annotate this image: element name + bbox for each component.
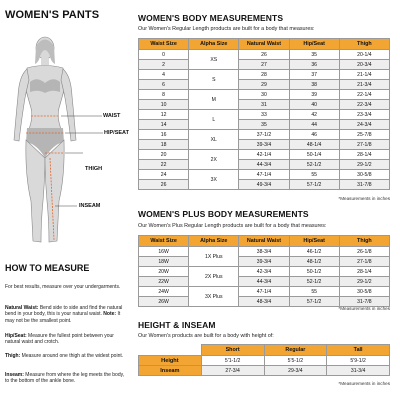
table-cell: 10	[139, 100, 189, 110]
alpha-size-cell: 3X Plus	[189, 287, 239, 307]
table-cell: 29-1/2	[339, 160, 389, 170]
instruction-note: It may not be the smallest point.	[5, 311, 121, 324]
table-cell: 26	[239, 50, 289, 60]
table-cell: 26	[139, 180, 189, 190]
table-cell: 47-1/4	[239, 170, 289, 180]
instruction-term: Thigh:	[5, 353, 21, 359]
table-cell: 57-1/2	[289, 297, 339, 307]
table-cell: 25-7/8	[339, 130, 389, 140]
column-header: Tall	[327, 345, 390, 356]
instruction-text: Measure around one thigh at the widest point.	[20, 353, 124, 359]
table-row	[139, 277, 390, 287]
instruction-text: Bend side to side and find the natural bend in your body, this is your natural waist.	[5, 305, 123, 318]
column-header: Natural Waist	[239, 236, 289, 247]
table-cell: 2	[139, 60, 189, 70]
table-cell: 14	[139, 120, 189, 130]
hip-seat-instruction	[5, 333, 128, 346]
alpha-size-cell: XS	[189, 50, 239, 70]
alpha-size-cell: 2X Plus	[189, 267, 239, 287]
inseam-instruction	[5, 372, 128, 385]
table-cell: 22-1/4	[339, 90, 389, 100]
column-header: Thigh	[339, 39, 389, 50]
table-cell: 24-3/4	[339, 120, 389, 130]
column-header: Alpha Size	[189, 39, 239, 50]
column-header: Hip/Seat	[289, 39, 339, 50]
thigh-instruction	[5, 353, 128, 359]
table-row	[139, 70, 390, 80]
table-cell: 24W	[139, 287, 189, 297]
table-cell: 39-3/4	[239, 140, 289, 150]
plus-measurements-rows	[139, 247, 390, 307]
column-header: Natural Waist	[239, 39, 289, 50]
instruction-text: Measure from where the leg meets the body, to the bottom of the ankle bone.	[5, 372, 125, 385]
table-cell: 44-3/4	[239, 277, 289, 287]
how-to-measure-title: HOW TO MEASURE	[5, 263, 90, 273]
table-row	[139, 160, 390, 170]
body-figure	[5, 36, 130, 251]
table-cell: 16W	[139, 247, 189, 257]
table-row	[139, 140, 390, 150]
table-row	[139, 170, 390, 180]
table-cell: 27	[239, 60, 289, 70]
table-cell: 49-3/4	[239, 180, 289, 190]
table-row	[139, 110, 390, 120]
table-cell: 42	[289, 110, 339, 120]
height-inseam-table	[138, 344, 390, 376]
table-cell: 50-1/4	[289, 150, 339, 160]
table-header-row	[139, 39, 390, 50]
table-cell: 47-1/4	[239, 287, 289, 297]
natural-waist-instruction	[5, 305, 128, 324]
hip-seat-label: HIP/SEAT	[104, 130, 129, 136]
table-cell: 5'1-1/2	[201, 356, 264, 366]
table-cell: 24	[139, 170, 189, 180]
table-row	[139, 247, 390, 257]
table-cell: 20W	[139, 267, 189, 277]
thigh-label: THIGH	[85, 166, 103, 172]
instruction-text: Measure the fullest point between your natural waist and crotch.	[5, 333, 114, 346]
table-cell: 28	[239, 70, 289, 80]
table-row	[139, 120, 390, 130]
waist-label: WAIST	[103, 113, 121, 119]
table-row	[139, 130, 390, 140]
table-cell: 8	[139, 90, 189, 100]
plus-measurements-subtitle: Our Women's Plus Regular Length products are built for a body that measures:	[138, 223, 327, 229]
table-cell: 31-7/8	[339, 297, 389, 307]
instruction-term: Hip/Seat:	[5, 333, 27, 339]
table-cell: 27-1/8	[339, 140, 389, 150]
body-measurements-subtitle: Our Women's Regular Length products are built for a body that measures:	[138, 26, 315, 32]
table-cell: 52-1/2	[289, 160, 339, 170]
table-cell: 48-1/2	[289, 257, 339, 267]
table-cell: 6	[139, 80, 189, 90]
plus-measurements-note: *Measurements in inches	[338, 306, 390, 311]
table-cell: 40	[289, 100, 339, 110]
table-cell: 20-1/4	[339, 50, 389, 60]
alpha-size-cell: M	[189, 90, 239, 110]
table-cell: 18	[139, 140, 189, 150]
table-cell: 23-3/4	[339, 110, 389, 120]
body-measurements-rows	[139, 50, 390, 190]
table-cell: 21-3/4	[339, 80, 389, 90]
table-cell: 28-1/4	[339, 267, 389, 277]
table-cell: 46	[289, 130, 339, 140]
height-inseam-note: *Measurements in inches	[338, 381, 390, 386]
how-to-measure-intro: For best results, measure over your undergarments.	[5, 284, 121, 290]
table-cell: 39	[289, 90, 339, 100]
table-cell: 42-1/4	[239, 150, 289, 160]
plus-measurements-table	[138, 235, 390, 307]
table-cell: 0	[139, 50, 189, 60]
column-header: Waist Size	[139, 39, 189, 50]
height-inseam-rows	[139, 356, 390, 376]
table-cell: 57-1/2	[289, 180, 339, 190]
inseam-label: INSEAM	[79, 203, 101, 209]
table-cell: 37	[289, 70, 339, 80]
table-cell: 20	[139, 150, 189, 160]
alpha-size-cell: 2X	[189, 150, 239, 170]
table-row	[139, 287, 390, 297]
column-header: Thigh	[339, 236, 389, 247]
column-header: Regular	[264, 345, 327, 356]
table-row	[139, 297, 390, 307]
body-measurements-title: WOMEN'S BODY MEASUREMENTS	[138, 13, 284, 23]
body-measurements-note: *Measurements in inches	[338, 196, 390, 201]
table-cell: 39-3/4	[239, 257, 289, 267]
table-row	[139, 90, 390, 100]
table-row	[139, 257, 390, 267]
table-row	[139, 50, 390, 60]
instruction-note-term: Note:	[103, 311, 117, 318]
table-cell: 28-1/4	[339, 150, 389, 160]
alpha-size-cell: XL	[189, 130, 239, 150]
table-cell: 31-7/8	[339, 180, 389, 190]
table-cell: 26W	[139, 297, 189, 307]
table-cell: 35	[289, 50, 339, 60]
table-cell: 48-1/4	[289, 140, 339, 150]
table-row	[139, 366, 390, 376]
height-inseam-subtitle: Our Women's products are built for a body with height of:	[138, 333, 274, 339]
table-cell: 55	[289, 170, 339, 180]
table-header-row	[139, 236, 390, 247]
table-cell: 22W	[139, 277, 189, 287]
table-row	[139, 80, 390, 90]
table-cell: 22-3/4	[339, 100, 389, 110]
table-cell: 29	[239, 80, 289, 90]
table-cell: 46-1/2	[289, 247, 339, 257]
instruction-term: Natural Waist:	[5, 305, 39, 311]
table-row	[139, 180, 390, 190]
table-cell: 31	[239, 100, 289, 110]
table-cell: 12	[139, 110, 189, 120]
body-silhouette-illustration	[5, 36, 130, 251]
table-row	[139, 150, 390, 160]
table-cell: 20-3/4	[339, 60, 389, 70]
instruction-term: Inseam:	[5, 372, 24, 378]
table-cell: 30-5/8	[339, 287, 389, 297]
table-row	[139, 100, 390, 110]
table-header-row	[139, 345, 390, 356]
plus-measurements-title: WOMEN'S PLUS BODY MEASUREMENTS	[138, 209, 309, 219]
table-cell: 30	[239, 90, 289, 100]
alpha-size-cell: L	[189, 110, 239, 130]
column-header: Short	[201, 345, 264, 356]
table-cell: 44	[289, 120, 339, 130]
table-cell: 5'9-1/2	[327, 356, 390, 366]
table-cell: 38-3/4	[239, 247, 289, 257]
table-cell: 52-1/2	[289, 277, 339, 287]
table-row	[139, 356, 390, 366]
table-cell: 27-3/4	[201, 366, 264, 376]
table-cell: 35	[239, 120, 289, 130]
height-inseam-title: HEIGHT & INSEAM	[138, 320, 216, 330]
alpha-size-cell: S	[189, 70, 239, 90]
body-measurements-table	[138, 38, 390, 190]
table-cell: 36	[289, 60, 339, 70]
table-cell: 38	[289, 80, 339, 90]
table-cell: 50-1/2	[289, 267, 339, 277]
row-label: Height	[139, 356, 202, 366]
table-cell: 29-3/4	[264, 366, 327, 376]
table-cell: 30-5/8	[339, 170, 389, 180]
page-title: WOMEN'S PANTS	[5, 9, 100, 21]
table-cell: 27-1/8	[339, 257, 389, 267]
table-cell: 16	[139, 130, 189, 140]
alpha-size-cell: 3X	[189, 170, 239, 190]
table-cell: 4	[139, 70, 189, 80]
table-cell: 26-1/8	[339, 247, 389, 257]
table-cell: 18W	[139, 257, 189, 267]
table-cell: 44-3/4	[239, 160, 289, 170]
table-row	[139, 267, 390, 277]
column-header: Hip/Seat	[289, 236, 339, 247]
table-cell: 42-3/4	[239, 267, 289, 277]
table-cell: 55	[289, 287, 339, 297]
table-cell: 48-3/4	[239, 297, 289, 307]
table-cell: 29-1/2	[339, 277, 389, 287]
column-header: Alpha Size	[189, 236, 239, 247]
alpha-size-cell: 1X Plus	[189, 247, 239, 267]
table-cell: 21-1/4	[339, 70, 389, 80]
blank-header-cell	[139, 345, 202, 356]
table-cell: 33	[239, 110, 289, 120]
table-cell: 31-3/4	[327, 366, 390, 376]
column-header: Waist Size	[139, 236, 189, 247]
table-cell: 37-1/2	[239, 130, 289, 140]
table-row	[139, 60, 390, 70]
table-cell: 5'5-1/2	[264, 356, 327, 366]
row-label: Inseam	[139, 366, 202, 376]
table-cell: 22	[139, 160, 189, 170]
